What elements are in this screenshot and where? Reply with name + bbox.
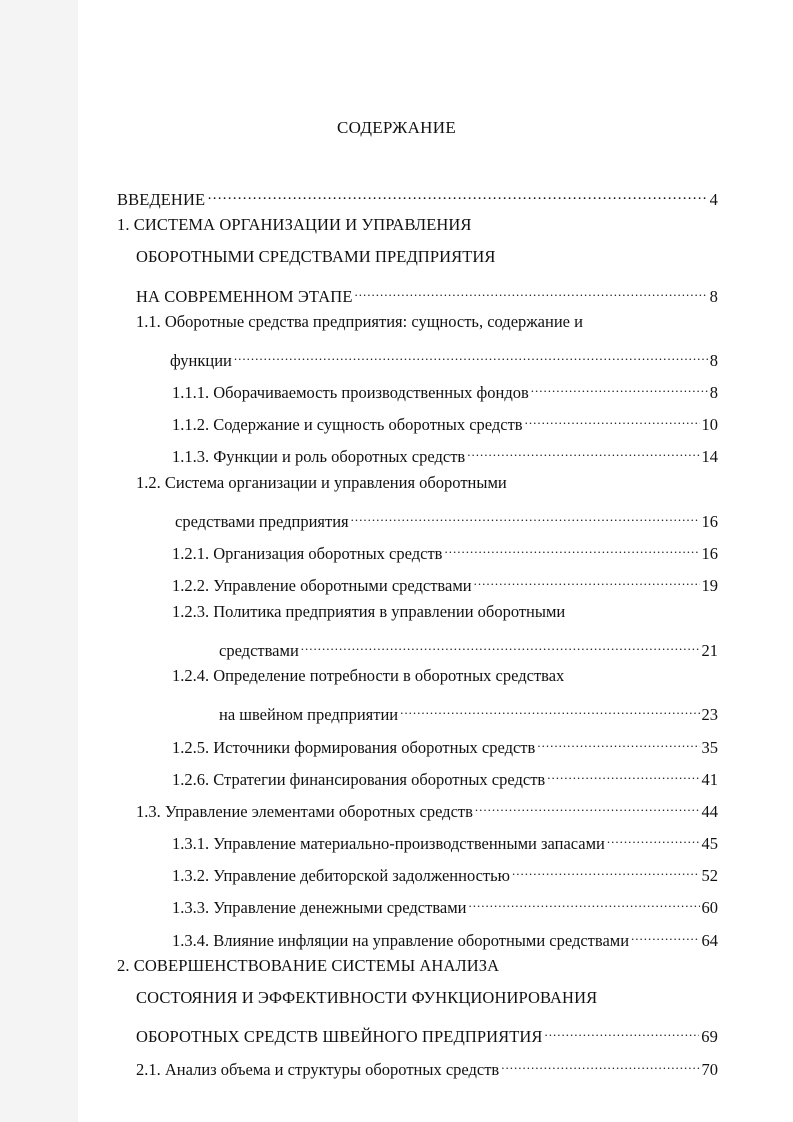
toc-entry-title: функции: [170, 351, 232, 370]
toc-entry-title: 1.1.1. Оборачиваемость производственных фондов: [172, 383, 529, 402]
toc-entry[interactable]: [136, 793, 718, 821]
toc-entry-page: 10: [701, 415, 718, 434]
toc-entry-page: 41: [701, 770, 718, 789]
toc-leader: [234, 342, 708, 366]
toc-leader: [475, 793, 700, 817]
toc-entry-title: 1.3.3. Управление денежными средствами: [172, 898, 467, 917]
toc-entry-title: 1.3.2. Управление дебиторской задолженностью: [172, 866, 510, 885]
toc-entry-page: 60: [701, 898, 718, 917]
toc-leader: [355, 278, 708, 302]
toc-entry[interactable]: [172, 438, 718, 466]
toc-entry-title: СОСТОЯНИЯ И ЭФФЕКТИВНОСТИ ФУНКЦИОНИРОВАНИЯ: [136, 988, 598, 1007]
toc-entry[interactable]: [172, 600, 718, 624]
toc-entry[interactable]: [172, 889, 718, 917]
toc-entry-page: 21: [701, 641, 718, 660]
toc-entry[interactable]: [136, 471, 718, 495]
toc-entry-title: 1.2.1. Организация оборотных средств: [172, 544, 443, 563]
toc-entry-title: 1.1.2. Содержание и сущность оборотных средств: [172, 415, 523, 434]
toc-entry-page: 35: [701, 738, 718, 757]
toc-entry-page: 44: [701, 802, 718, 821]
toc-leader: [467, 438, 699, 462]
toc-entry[interactable]: [175, 503, 718, 531]
toc-entry-page: 8: [709, 351, 718, 370]
toc-entry-title: 1.2.5. Источники формирования оборотных средств: [172, 738, 536, 757]
toc-entry[interactable]: [117, 954, 718, 978]
toc-leader: [537, 729, 699, 753]
toc-entry[interactable]: [172, 567, 718, 595]
toc-leader: [525, 406, 700, 430]
toc-entry-title: 1.2.3. Политика предприятия в управлении оборотными: [172, 602, 566, 621]
toc-leader: [469, 889, 700, 913]
toc-entry-title: 2.1. Анализ объема и структуры оборотных средств: [136, 1060, 500, 1079]
toc-entry-title: 1.1.3. Функции и роль оборотных средств: [172, 447, 466, 466]
toc-entry[interactable]: [172, 374, 718, 402]
toc-entry[interactable]: [172, 664, 718, 688]
toc-entry-title: 1.1. Оборотные средства предприятия: сущность, содержание и: [136, 312, 583, 331]
toc-entry[interactable]: [136, 310, 718, 334]
toc-leader: [474, 567, 700, 591]
toc-entry-page: 52: [701, 866, 718, 885]
toc-entry-title: 1.2.4. Определение потребности в оборотных средствах: [172, 666, 565, 685]
toc-entry-page: 23: [701, 705, 718, 724]
toc-entry-title: средствами предприятия: [175, 512, 349, 531]
toc-entry-title: ОБОРОТНЫХ СРЕДСТВ ШВЕЙНОГО ПРЕДПРИЯТИЯ: [136, 1027, 543, 1046]
toc-entry[interactable]: [170, 342, 718, 370]
toc-entry[interactable]: [136, 1018, 718, 1046]
toc-leader: [207, 181, 708, 205]
toc-entry[interactable]: [136, 278, 718, 306]
toc-entry-title: ОБОРОТНЫМИ СРЕДСТВАМИ ПРЕДПРИЯТИЯ: [136, 247, 496, 266]
toc-entry[interactable]: [172, 761, 718, 789]
toc-entry-title: на швейном предприятии: [219, 705, 399, 724]
toc-entry-page: 14: [701, 447, 718, 466]
toc-entry-title: средствами: [219, 641, 299, 660]
toc-leader: [351, 503, 700, 527]
toc-entry-page: 19: [701, 576, 718, 595]
toc-entry[interactable]: [136, 1051, 718, 1079]
toc-leader: [531, 374, 708, 398]
toc-leader: [512, 857, 700, 881]
toc-entry-title: 1.2.2. Управление оборотными средствами: [172, 576, 472, 595]
toc-entry[interactable]: [172, 922, 718, 950]
toc-entry[interactable]: [172, 857, 718, 885]
toc-leader: [444, 535, 699, 559]
toc-entry[interactable]: [172, 406, 718, 434]
toc-entry-title: ВВЕДЕНИЕ: [117, 190, 206, 209]
toc-leader: [607, 825, 700, 849]
toc-entry-page: 16: [701, 512, 718, 531]
toc-entry-title: 1. СИСТЕМА ОРГАНИЗАЦИИ И УПРАВЛЕНИЯ: [117, 215, 472, 234]
toc-entry-page: 70: [701, 1060, 718, 1079]
toc-leader: [501, 1051, 699, 1075]
toc-leader: [545, 1018, 700, 1042]
toc-entry-page: 64: [701, 931, 718, 950]
toc-entry[interactable]: [172, 729, 718, 757]
toc-entry[interactable]: [172, 825, 718, 853]
toc-entry[interactable]: [219, 632, 718, 660]
toc-entry-page: 4: [709, 190, 718, 209]
toc-leader: [631, 922, 699, 946]
toc-entry[interactable]: [136, 986, 718, 1010]
toc-entry-page: 45: [701, 834, 718, 853]
toc-leader: [547, 761, 699, 785]
toc-entry[interactable]: [219, 696, 718, 724]
toc-entry[interactable]: [117, 181, 718, 209]
toc-entry-title: 1.2.6. Стратегии финансирования оборотных средств: [172, 770, 546, 789]
toc-leader: [400, 696, 699, 720]
toc-entry-title: 1.3.1. Управление материально-производственными запасами: [172, 834, 605, 853]
toc-entry-page: 8: [709, 287, 718, 306]
toc-heading: СОДЕРЖАНИЕ: [336, 118, 457, 137]
toc-entry[interactable]: [117, 213, 718, 237]
toc-entry-title: 2. СОВЕРШЕНСТВОВАНИЕ СИСТЕМЫ АНАЛИЗА: [117, 956, 500, 975]
toc-entry-title: 1.3.4. Влияние инфляции на управление оборотными средствами: [172, 931, 630, 950]
toc-leader: [301, 632, 700, 656]
toc-entry[interactable]: [136, 245, 718, 269]
toc-entry[interactable]: [172, 535, 718, 563]
toc-entry-page: 69: [701, 1027, 718, 1046]
toc-entry-title: 1.2. Система организации и управления оборотными: [136, 473, 507, 492]
toc-entry-page: 8: [709, 383, 718, 402]
toc-entry-title: 1.3. Управление элементами оборотных средств: [136, 802, 473, 821]
toc-entry-title: НА СОВРЕМЕННОМ ЭТАПЕ: [136, 287, 353, 306]
toc-entry-page: 16: [701, 544, 718, 563]
